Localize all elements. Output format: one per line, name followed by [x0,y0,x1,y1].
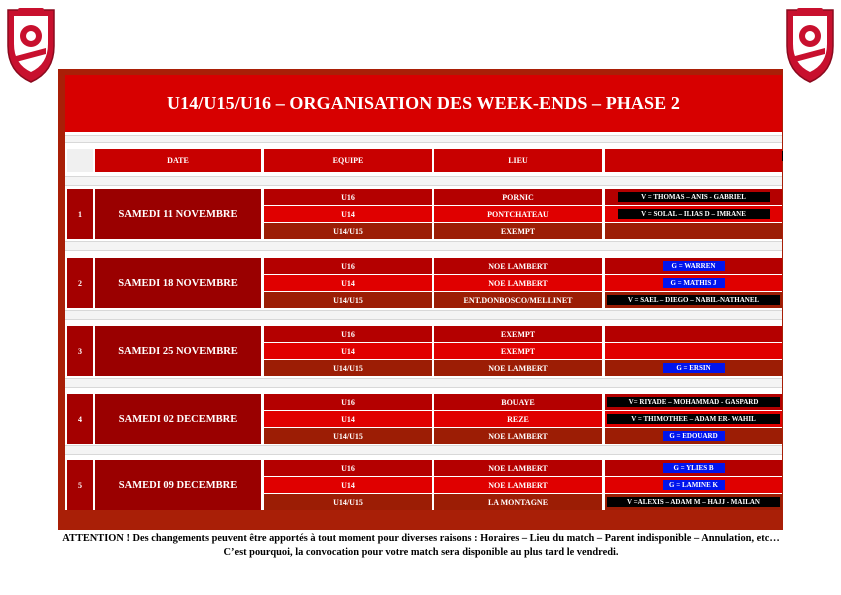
team-cell: U16 [264,460,432,476]
team-cell: U16 [264,189,432,205]
place-cell: EXEMPT [434,223,602,239]
team-cell: U16 [264,394,432,410]
buvette-badge: G = EDOUARD [663,431,725,441]
note-cell [605,394,782,410]
weekend-number: 3 [67,326,93,376]
weekend-number: 5 [67,460,93,510]
weekend-date: SAMEDI 09 DECEMBRE [95,460,261,510]
note-cell [605,360,782,376]
place-cell: NOE LAMBERT [434,460,602,476]
team-cell: U14/U15 [264,223,432,239]
team-cell: U14 [264,343,432,359]
team-cell: U14 [264,275,432,291]
weekend-date: SAMEDI 11 NOVEMBRE [95,189,261,239]
club-crest-icon [783,6,837,84]
place-cell: PONTCHATEAU [434,206,602,222]
team-cell: U14/U15 [264,428,432,444]
weekend-number: 1 [67,189,93,239]
note-cell [605,428,782,444]
place-cell: REZE [434,411,602,427]
team-cell: U14/U15 [264,292,432,308]
place-cell: NOE LAMBERT [434,258,602,274]
weekend-number: 4 [67,394,93,444]
row-separator [65,445,782,455]
row-separator [65,135,782,143]
place-cell: EXEMPT [434,326,602,342]
header-num [67,149,93,172]
place-cell: NOE LAMBERT [434,428,602,444]
place-cell: PORNIC [434,189,602,205]
covoiturage-badge: V = SAEL – DIEGO – NABIL-NATHANEL [607,295,780,305]
weekend-date: SAMEDI 18 NOVEMBRE [95,258,261,308]
weekend-number: 2 [67,258,93,308]
buvette-badge: G = YLIES B [663,463,725,473]
row-separator [65,310,782,320]
note-cell [605,223,782,239]
note-cell [605,477,782,493]
covoiturage-badge: V= RIYADE – MOHAMMAD - GASPARD [607,397,780,407]
header-lieu: LIEU [434,149,602,172]
covoiturage-badge: V =ALEXIS – ADAM M – HAJJ - MAILAN [607,497,780,507]
note-cell [605,460,782,476]
covoiturage-badge: V = THOMAS – ANIS - GABRIEL [618,192,770,202]
weekend-date: SAMEDI 25 NOVEMBRE [95,326,261,376]
buvette-badge: G = WARREN [663,261,725,271]
team-cell: U14 [264,206,432,222]
page-title: U14/U15/U16 – ORGANISATION DES WEEK-ENDS – PHASE 2 [65,75,782,132]
row-separator [65,241,782,251]
buvette-badge: G = MATHIS J [663,278,725,288]
note-cell [605,411,782,427]
covoiturage-badge: V = SOLAL – ILIAS D – IMRANE [618,209,770,219]
buvette-badge: G = ERSIN [663,363,725,373]
row-separator [65,378,782,388]
place-cell: ENT.DONBOSCO/MELLINET [434,292,602,308]
note-cell [605,189,782,205]
header-equipe: EQUIPE [264,149,432,172]
place-cell: NOE LAMBERT [434,477,602,493]
note-cell [605,343,782,359]
note-cell [605,258,782,274]
place-cell: EXEMPT [434,343,602,359]
team-cell: U16 [264,326,432,342]
attention-note: ATTENTION ! Des changements peuvent être apportés à tout moment pour diverses raisons : Horaires – Lieu du match – Parent indisponible – Annulation, etc… C’est pourquoi, la convocation pour votre match sera disponible au plus tard le vendredi. [62,533,780,558]
row-separator [65,176,782,186]
note-cell [605,275,782,291]
place-cell: NOE LAMBERT [434,360,602,376]
place-cell: BOUAYE [434,394,602,410]
place-cell: NOE LAMBERT [434,275,602,291]
team-cell: U16 [264,258,432,274]
note-cell [605,326,782,342]
place-cell: LA MONTAGNE [434,494,602,510]
note-cell [605,494,782,510]
header-notes [605,149,782,172]
team-cell: U14 [264,411,432,427]
team-cell: U14 [264,477,432,493]
note-cell [605,292,782,308]
team-cell: U14/U15 [264,360,432,376]
weekend-date: SAMEDI 02 DECEMBRE [95,394,261,444]
club-crest-icon [4,6,58,84]
note-cell [605,206,782,222]
buvette-badge: G = LAMINE K [663,480,725,490]
header-date: DATE [95,149,261,172]
covoiturage-badge: V = THIMOTHEE – ADAM ER- WAHIL [607,414,780,424]
team-cell: U14/U15 [264,494,432,510]
